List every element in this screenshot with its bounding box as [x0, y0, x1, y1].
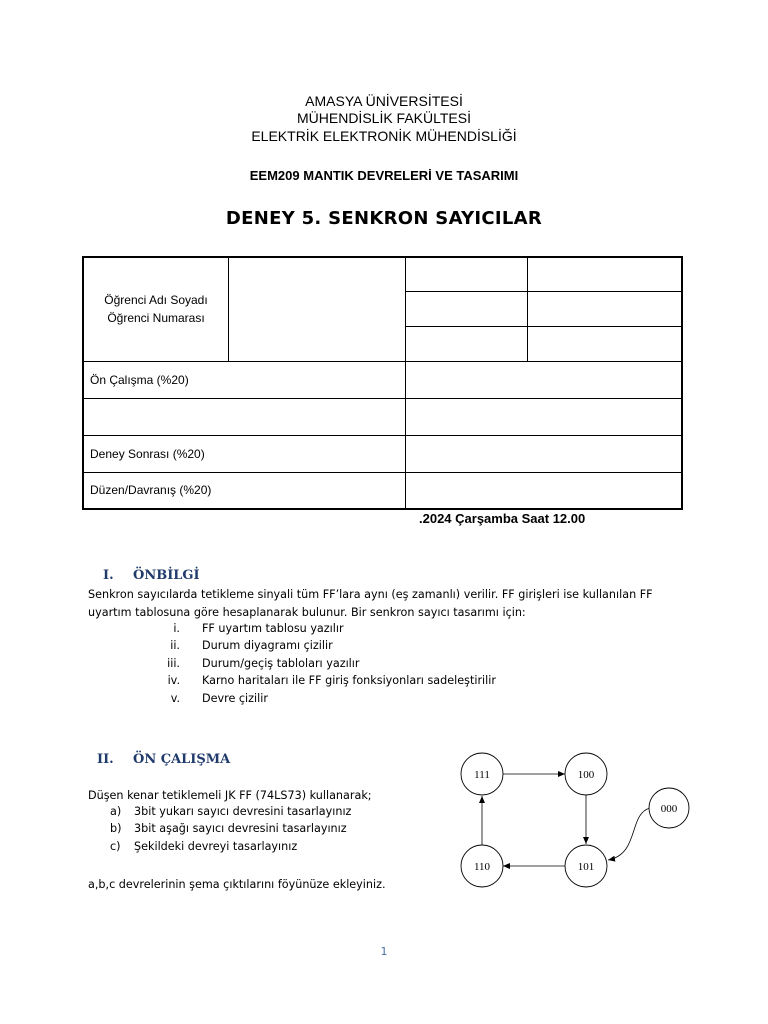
- student-name-label: Öğrenci Adı Soyadı: [104, 293, 208, 308]
- step-number: ii.: [170, 639, 180, 652]
- state-node-101: [565, 845, 607, 887]
- step-number: i.: [173, 622, 180, 635]
- step-number: iii.: [167, 657, 180, 670]
- student-number-label: Öğrenci Numarası: [107, 311, 205, 326]
- grade-cell[interactable]: [406, 326, 528, 361]
- page-number: 1: [380, 945, 388, 958]
- grade-value-cell[interactable]: [406, 435, 683, 472]
- grade-cell[interactable]: [406, 257, 528, 291]
- experiment-title: DENEY 5. SENKRON SAYICILAR: [225, 208, 543, 229]
- state-node-111: [461, 753, 503, 795]
- state-diagram: [440, 742, 700, 902]
- step-text: Karno haritaları ile FF giriş fonksiyonları sadeleştirilir: [202, 674, 496, 687]
- grade-value-cell[interactable]: [406, 398, 683, 435]
- grade-table: [82, 256, 683, 510]
- department-name: ELEKTRİK ELEKTRONİK MÜHENDİSLİĞİ: [251, 128, 517, 144]
- step-text: Durum/geçiş tabloları yazılır: [202, 657, 360, 670]
- grade-row-label: [83, 398, 406, 435]
- state-label: 101: [577, 861, 595, 873]
- transition-000-101: [608, 808, 650, 860]
- student-info-label-cell: [83, 257, 229, 361]
- step-number: v.: [170, 692, 180, 705]
- student-info-field[interactable]: [229, 257, 406, 361]
- section1-title: ÖNBİLGİ: [133, 568, 200, 583]
- task-number: c): [110, 840, 121, 853]
- section1-number: I.: [103, 568, 114, 583]
- task-text: 3bit yukarı sayıcı devresini tasarlayınız: [134, 805, 352, 818]
- grade-row-label: Deney Sonrası (%20): [83, 435, 406, 472]
- state-label: 111: [474, 769, 490, 781]
- step-text: Devre çizilir: [202, 692, 268, 705]
- state-label: 110: [473, 861, 491, 873]
- step-number: iv.: [167, 674, 180, 687]
- grade-row-label: Ön Çalışma (%20): [83, 361, 406, 398]
- grade-row-label: Düzen/Davranış (%20): [83, 472, 406, 509]
- step-text: FF uyartım tablosu yazılır: [202, 622, 344, 635]
- state-label: 000: [660, 803, 678, 815]
- section1-paragraph: Senkron sayıcılarda tetikleme sinyali tüm FF’lara aynı (eş zamanlı) verilir. FF girişleri ise kullanılan FF uyartım tablosuna göre hesaplanarak bulunur. Bir senkron sayıcı tasarımı için:: [88, 588, 653, 619]
- task-number: a): [110, 805, 122, 818]
- course-title: EEM209 MANTIK DEVRELERİ VE TASARIMI: [249, 168, 519, 183]
- state-node-100: [565, 753, 607, 795]
- faculty-name: MÜHENDİSLİK FAKÜLTESİ: [296, 110, 471, 126]
- state-label: 100: [577, 769, 595, 781]
- section2-intro: Düşen kenar tetiklemeli JK FF (74LS73) kullanarak;: [88, 789, 372, 802]
- step-text: Durum diyagramı çizilir: [202, 639, 333, 652]
- state-node-110: [461, 845, 503, 887]
- grade-cell[interactable]: [406, 291, 528, 326]
- task-number: b): [110, 822, 122, 835]
- grade-value-cell[interactable]: [406, 472, 683, 509]
- state-node-000: [649, 788, 689, 828]
- grade-cell[interactable]: [528, 326, 683, 361]
- section2-closing: a,b,c devrelerinin şema çıktılarını föyünüze ekleyiniz.: [88, 878, 386, 891]
- grade-value-cell[interactable]: [406, 361, 683, 398]
- section2-title: ÖN ÇALIŞMA: [133, 752, 231, 767]
- section2-number: II.: [97, 752, 114, 767]
- task-text: Şekildeki devreyi tasarlayınız: [134, 840, 298, 853]
- task-text: 3bit aşağı sayıcı devresini tasarlayınız: [134, 822, 347, 835]
- grade-cell[interactable]: [528, 291, 683, 326]
- grade-cell[interactable]: [528, 257, 683, 291]
- university-name: AMASYA ÜNİVERSİTESİ: [305, 93, 463, 109]
- date-line: .2024 Çarşamba Saat 12.00: [419, 511, 586, 526]
